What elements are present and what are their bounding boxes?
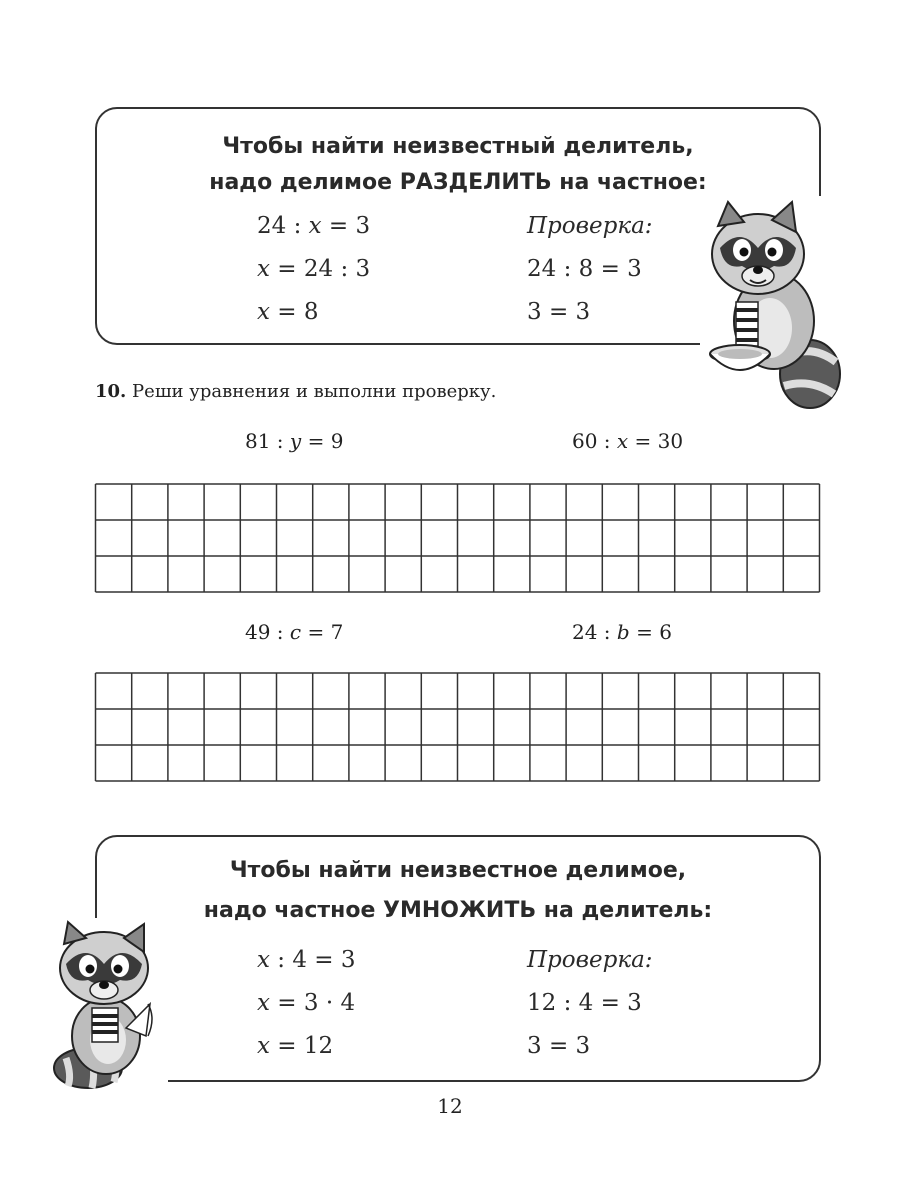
- equation-line: x = 24 : 3: [257, 256, 371, 282]
- check-label: Проверка:: [527, 947, 653, 973]
- equation-line: 24 : x = 3: [257, 213, 371, 239]
- equation-line: x = 12: [257, 1033, 334, 1059]
- task-text: Реши уравнения и выполни проверку.: [126, 381, 497, 402]
- check-line: 24 : 8 = 3: [527, 256, 642, 282]
- check-line: 3 = 3: [527, 1033, 591, 1059]
- check-line: 3 = 3: [527, 299, 591, 325]
- raccoon-with-kite-icon: [48, 918, 168, 1096]
- equation-line: x = 3 · 4: [257, 990, 356, 1016]
- equation-line: x : 4 = 3: [257, 947, 356, 973]
- task-instruction: [95, 381, 496, 402]
- rule-title-line2: надо делимое РАЗДЕЛИТЬ на частное:: [209, 170, 707, 195]
- rule-title-line1: Чтобы найти неизвестный делитель,: [222, 134, 694, 159]
- equation-task: 60 : x = 30: [572, 429, 684, 453]
- check-line: 12 : 4 = 3: [527, 990, 642, 1016]
- task-number: 10.: [95, 381, 127, 402]
- answer-grid[interactable]: [94, 483, 822, 593]
- rule-box-dividend: [95, 835, 821, 1082]
- answer-grid[interactable]: [94, 672, 822, 782]
- equation-task: 49 : c = 7: [245, 620, 344, 644]
- equation-task: 24 : b = 6: [572, 620, 672, 644]
- rule-title-line1: Чтобы найти неизвестное делимое,: [229, 858, 687, 883]
- raccoon-with-bowl-icon: [700, 196, 850, 418]
- check-label: Проверка:: [527, 213, 653, 239]
- equation-line: x = 8: [257, 299, 319, 325]
- equation-task: 81 : y = 9: [245, 429, 344, 453]
- page-number: 12: [437, 1094, 463, 1118]
- rule-title-line2: надо частное УМНОЖИТЬ на делитель:: [203, 898, 713, 923]
